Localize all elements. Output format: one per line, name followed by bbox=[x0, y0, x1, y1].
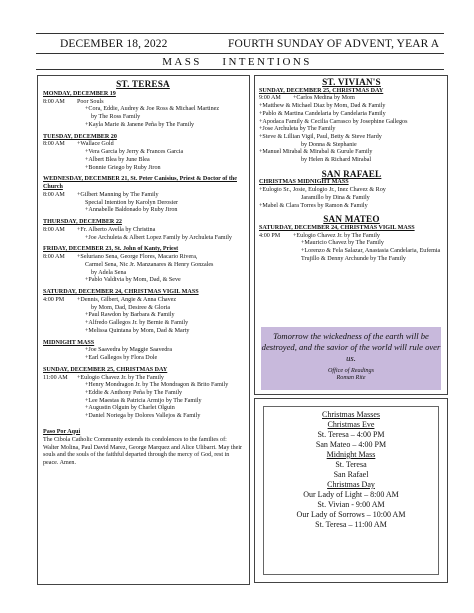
schedule-heading: Midnight Mass bbox=[326, 450, 376, 459]
intention-text: +Seluriano Sena, George Flores, Macario Rivera, bbox=[77, 254, 198, 261]
schedule-item: St. Teresa bbox=[335, 460, 367, 469]
parish-group bbox=[259, 168, 444, 211]
intention-line: by Helen & Richard Mirabal bbox=[301, 157, 372, 164]
intention-line: +Daniel Noriega by Dolores Vallejos & Family bbox=[85, 413, 201, 420]
notice-heading: Paso Por Aqui bbox=[43, 428, 81, 435]
intention-line: +Jose Archuleta by The Family bbox=[259, 126, 336, 133]
intention-text: +Wallace Gold bbox=[77, 141, 114, 148]
intention-line: Jaramillo by Dina & Family bbox=[301, 194, 370, 201]
parish-title: SAN MATEO bbox=[323, 214, 380, 225]
christmas-masses-box bbox=[254, 398, 448, 583]
schedule-heading: Christmas Eve bbox=[327, 420, 375, 429]
condolence-notice bbox=[43, 429, 243, 469]
day-heading: TUESDAY, DECEMBER 20 bbox=[43, 133, 117, 140]
intention-row bbox=[43, 254, 243, 262]
intention-line: +Paul Rawdon by Barbara & Family bbox=[85, 312, 175, 319]
intention-text: +Eulogio Chavez Jr. by The Family bbox=[293, 232, 380, 239]
intention-line: +Joe Saavedra by Maggie Saavedra bbox=[85, 347, 173, 354]
intention-row bbox=[43, 297, 243, 305]
intention-line: +Earl Gallegos by Flora Dole bbox=[85, 354, 158, 361]
quote-rite: Roman Rite bbox=[336, 374, 366, 382]
intention-row bbox=[43, 192, 243, 200]
quote-source: Office of Readings bbox=[327, 367, 375, 374]
day-heading: MONDAY, DECEMBER 19 bbox=[43, 91, 116, 97]
bulletin-date: DECEMBER 18, 2022 bbox=[60, 38, 168, 50]
intention-line: +Eulogio Sr., Josie, Eulogio Jr., Inez Chavez & Roy bbox=[259, 187, 386, 194]
intention-row bbox=[43, 99, 243, 107]
intention-text: +Dennis, Gilbert, Angie & Anna Chavez bbox=[77, 296, 177, 303]
parish-group bbox=[259, 216, 444, 263]
day-heading: THURSDAY, DECEMBER 22 bbox=[43, 219, 122, 226]
intention-row bbox=[43, 227, 243, 235]
intention-line: by The Ross Family bbox=[91, 114, 141, 121]
mass-time: 8:00 AM bbox=[43, 191, 65, 198]
intention-line: +Steve & Lillian Vigil, Paul, Betty & Steve Hardy bbox=[259, 133, 382, 140]
intention-row bbox=[259, 95, 444, 103]
parish-intentions bbox=[259, 88, 444, 165]
intention-text: +Eulogio Chavez Jr. by The Family bbox=[77, 374, 164, 381]
mass-time: 4:00 PM bbox=[43, 296, 65, 303]
header-top-rule bbox=[36, 33, 444, 34]
st-teresa-title: ST. TERESA bbox=[116, 79, 170, 89]
intention-line: +Matthew & Michael Diaz by Mom, Dad & Family bbox=[259, 103, 386, 110]
st-teresa-intentions bbox=[43, 91, 243, 421]
schedule-item: San Mateo – 4:00 PM bbox=[315, 440, 387, 449]
mass-time: 8:00 AM bbox=[43, 226, 65, 233]
header-middle-rule bbox=[36, 53, 444, 54]
intention-line: +Annabelle Baldonado by Ruby Jiron bbox=[85, 207, 178, 214]
intention-line: +Melissa Quintana by Mom, Dad & Marty bbox=[85, 327, 190, 334]
day-heading: FRIDAY, DECEMBER 23, St. John of Kanty, Priest bbox=[43, 246, 179, 253]
schedule-item: St. Vivian - 9:00 AM bbox=[317, 500, 385, 509]
intention-text: Poor Souls bbox=[77, 98, 104, 105]
day-heading: CHRISTMAS MIDNIGHT MASS bbox=[259, 179, 349, 186]
intention-line: +Manuel Mirabal & Mirabal & Gurule Family bbox=[259, 149, 373, 156]
mass-time: 8:00 AM bbox=[43, 98, 65, 105]
parish-title: ST. VIVIAN'S bbox=[322, 77, 381, 87]
intention-text: +Carlos Medina by Mom bbox=[293, 95, 355, 102]
day-heading: SATURDAY, DECEMBER 24, CHRISTMAS VIGIL MASS bbox=[259, 224, 415, 231]
right-parishes-list bbox=[259, 79, 444, 263]
intention-row bbox=[43, 141, 243, 149]
parish-intentions bbox=[259, 225, 444, 264]
intention-line: +Pablo Valdivia by Mom, Dad, & Seve bbox=[85, 277, 181, 284]
schedule-heading: Christmas Day bbox=[327, 480, 375, 489]
intention-line: +Mauricio Chavez by The Family bbox=[301, 240, 384, 247]
notice-body: The Cibola Catholic Community extends its condolences to the families of: Walter Molina, Paul David Marez, George Marquez and Alice Ulibarri. May their souls and the souls of the faithful departed through the mercy of God, rest in peace. Amen. bbox=[43, 436, 243, 467]
liturgical-occasion: FOURTH SUNDAY OF ADVENT, YEAR A bbox=[228, 38, 440, 50]
quote-text: Tomorrow the wickedness of the earth will be destroyed, and the savior of the world will rule over us. bbox=[261, 331, 441, 363]
intention-text: +Gilbert Manning by The Family bbox=[77, 191, 159, 198]
intention-line: by Mom, Dad, Desiree & Gloria bbox=[91, 304, 171, 311]
mass-time: 8:00 AM bbox=[43, 141, 65, 148]
day-heading: SATURDAY, DECEMBER 24, CHRISTMAS VIGIL MASS bbox=[43, 289, 199, 296]
day-heading: MIDNIGHT MASS bbox=[43, 339, 95, 346]
mass-time: 11:00 AM bbox=[43, 374, 68, 381]
parish-title: SAN RAFAEL bbox=[321, 168, 382, 179]
christmas-masses-schedule bbox=[263, 406, 439, 575]
schedule-heading: Christmas Masses bbox=[322, 410, 380, 419]
intention-line: by Adela Sena bbox=[91, 269, 127, 276]
schedule-item: St. Teresa – 11:00 AM bbox=[315, 520, 387, 529]
intention-line: +Albert Blea by June Blea bbox=[85, 156, 150, 163]
parish-intentions bbox=[259, 179, 444, 210]
intention-line: +Bonnie Griego by Ruby Jiron bbox=[85, 164, 161, 171]
intention-line: +Henry Mondragon Jr. by The Mondragon & Brito Family bbox=[85, 382, 229, 389]
scripture-quote-box bbox=[261, 327, 441, 390]
intention-line: Trujillo & Denny Archunde by The Family bbox=[301, 255, 406, 262]
intention-line: +Eddie & Anthony Peña by The Family bbox=[85, 389, 183, 396]
mass-time: 9:00 AM bbox=[259, 95, 281, 102]
page-title: MASS INTENTIONS bbox=[162, 56, 312, 68]
intention-line: +Mabel & Clara Torres by Ramon & Family bbox=[259, 202, 368, 209]
intention-line: +Lee Maestas & Patricia Armijo by The Family bbox=[85, 397, 202, 404]
intention-line: +Alfredo Gallegos Jr. by Bernie & Family bbox=[85, 319, 189, 326]
intention-line: +Vera Garcia by Jerry & Frances Garcia bbox=[85, 149, 184, 156]
st-teresa-panel bbox=[37, 75, 250, 585]
intention-line: +Joe Archuleta & Albert Lopez Family by Archuleta Family bbox=[85, 234, 232, 241]
intention-row bbox=[43, 375, 243, 383]
intention-line: +Augustin Olguin by Charlet Olguin bbox=[85, 405, 175, 412]
schedule-item: San Rafael bbox=[333, 470, 369, 479]
schedule-item: St. Teresa – 4:00 PM bbox=[317, 430, 385, 439]
intention-line: +Cora, Eddie, Audrey & Joe Ross & Michael Martinez bbox=[85, 106, 220, 113]
intention-text: +Fr. Alberto Avella by Christina bbox=[77, 226, 156, 233]
mass-time: 8:00 AM bbox=[43, 254, 65, 261]
intention-line: Carmel Sena, Nic Jr. Manzanares & Henry Gonzales bbox=[85, 261, 214, 268]
intention-line: Special Intention by Karolyn Derosier bbox=[85, 199, 179, 206]
intention-line: +Kayla Marie & Janene Peña by The Family bbox=[85, 121, 195, 128]
parish-group bbox=[259, 79, 444, 165]
header-bottom-rule bbox=[36, 69, 444, 70]
schedule-item: Our Lady of Sorrows – 10:00 AM bbox=[296, 510, 406, 519]
day-heading: SUNDAY, DECEMBER 25, CHRISTMAS DAY bbox=[43, 366, 168, 373]
intention-line: by Donna & Stephanie bbox=[301, 141, 357, 148]
day-heading: SUNDAY, DECEMBER 25, CHRISTMAS DAY bbox=[259, 87, 384, 94]
intention-line: +Pablo & Martina Candelaria by Candelaria Family bbox=[259, 110, 386, 117]
day-heading: WEDNESDAY, DECEMBER 21, St. Peter Canisius, Priest & Doctor of the Church bbox=[43, 176, 237, 191]
intention-line: +Apodaca Family & Cecilia Carrasco by Josephine Gallegos bbox=[259, 118, 408, 125]
mass-time: 4:00 PM bbox=[259, 232, 281, 239]
intention-line: +Lorenzo & Fela Salazar, Anastasia Candelaria, Eufemia bbox=[301, 248, 441, 255]
intention-row bbox=[259, 233, 444, 241]
schedule-item: Our Lady of Light – 8:00 AM bbox=[303, 490, 399, 499]
